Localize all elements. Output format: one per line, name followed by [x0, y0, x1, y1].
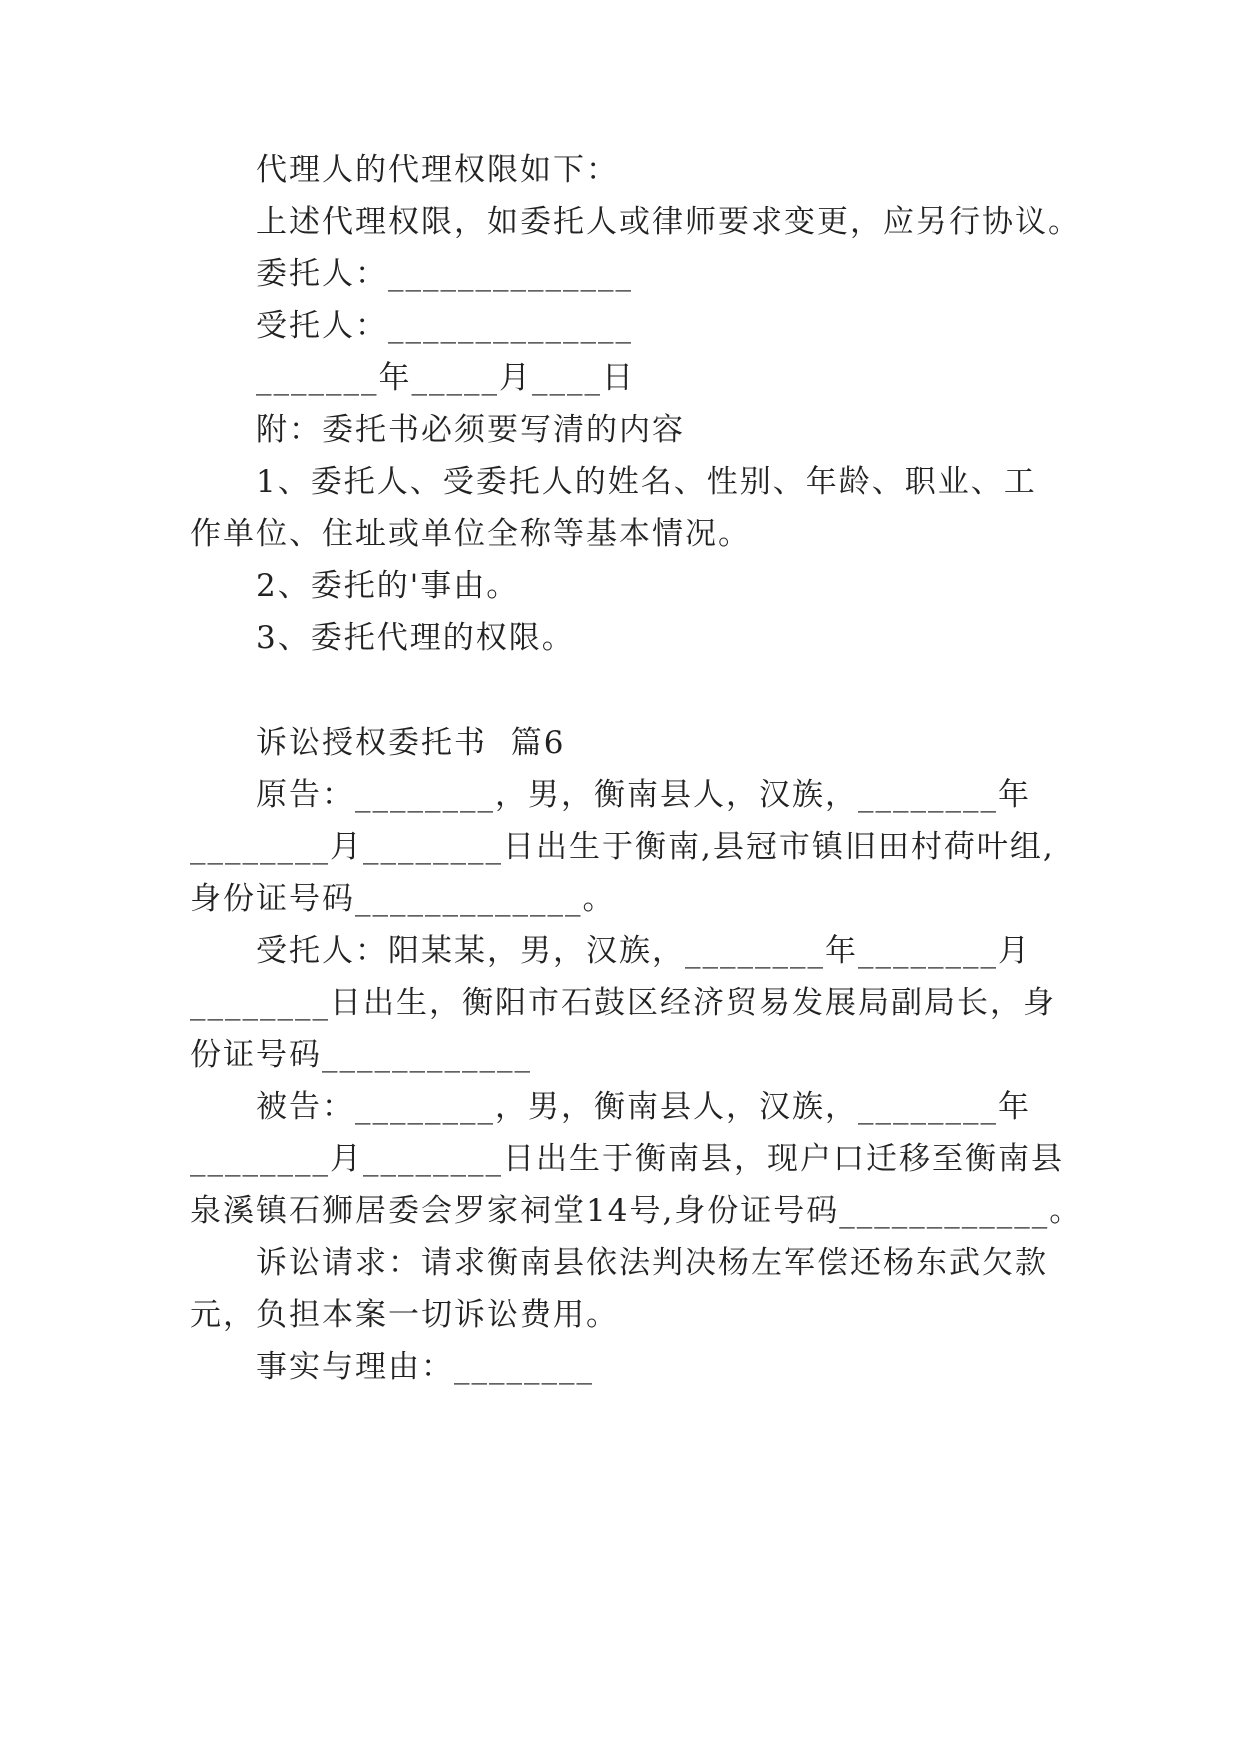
trustee-line-1: 受托人：阳某某，男，汉族，________年________月: [256, 933, 1031, 969]
plaintiff-line-2: ________月________日出生于衡南,县冠市镇旧田村荷叶组,: [190, 829, 1055, 865]
defendant-line-3: 泉溪镇石狮居委会罗家祠堂14号,身份证号码____________。: [190, 1193, 1083, 1229]
appendix-heading: 附：委托书必须要写清的内容: [256, 412, 685, 448]
plaintiff-line-1: 原告：________，男，衡南县人，汉族，________年: [256, 777, 1031, 813]
claim-line-2: 元，负担本案一切诉讼费用。: [190, 1297, 619, 1333]
agent-signature-line: 受托人：______________: [256, 308, 633, 344]
facts-and-reasons: 事实与理由：________: [256, 1349, 594, 1385]
trustee-line-3: 份证号码____________: [190, 1037, 532, 1073]
appendix-item-3: 3、委托代理的权限。: [256, 620, 575, 656]
principal-signature-line: 委托人：______________: [256, 256, 633, 292]
claim-line-1: 诉讼请求：请求衡南县依法判决杨左军偿还杨东武欠款: [256, 1245, 1048, 1281]
appendix-item-2: 2、委托的'事由。: [256, 568, 520, 604]
trustee-line-2: ________日出生，衡阳市石鼓区经济贸易发展局副局长，身: [190, 985, 1056, 1021]
defendant-line-2: ________月________日出生于衡南县，现户口迁移至衡南县: [190, 1141, 1064, 1177]
agency-scope-heading: 代理人的代理权限如下：: [256, 152, 619, 188]
section-title: 诉讼授权委托书 篇6: [256, 725, 566, 761]
plaintiff-line-3: 身份证号码_____________。: [190, 881, 616, 917]
defendant-line-1: 被告：________，男，衡南县人，汉族，________年: [256, 1089, 1031, 1125]
appendix-item-1-line-2: 作单位、住址或单位全称等基本情况。: [190, 516, 751, 552]
scope-change-note: 上述代理权限，如委托人或律师要求变更，应另行协议。: [256, 204, 1081, 240]
appendix-item-1-line-1: 1、委托人、受委托人的姓名、性别、年龄、职业、工: [256, 464, 1037, 500]
date-line: _______年_____月____日: [256, 360, 635, 396]
